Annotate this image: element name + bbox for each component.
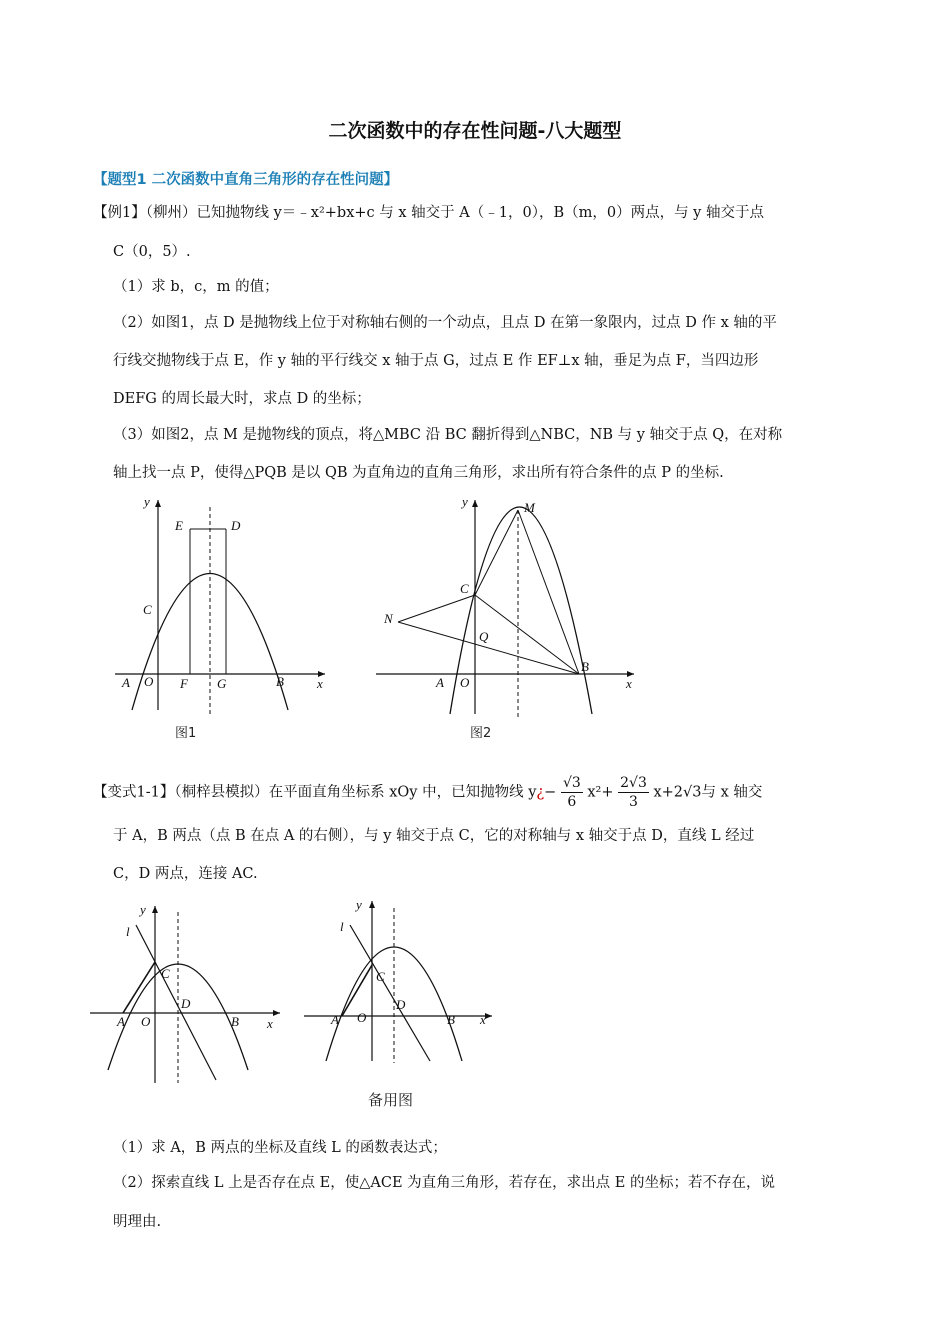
fig1-label-d: D [231,518,241,533]
example1-q2-line3: DEFG 的周长最大时，求点 D 的坐标； [113,391,371,407]
example1-q3-line2: 轴上找一点 P，使得△PQB 是以 QB 为直角边的直角三角形，求出所有符合条件的点 P 的坐标. [113,465,724,481]
variant1-text-pre: （桐梓县模拟）在平面直角坐标系 xOy 中，已知抛物线 y [174,784,537,801]
fig3-label-o: O [141,1014,151,1029]
fig4-label-c: C [376,969,385,984]
fig4-label-a: A [331,1012,339,1027]
fraction-1-num: √3 [562,775,581,791]
variant1-x2: x²+ [587,784,614,801]
figure-1 [110,492,340,722]
figure-1-caption: 图1 [175,726,197,741]
fig4-label-y: y [356,897,362,912]
fig3-label-d: D [181,996,191,1011]
fraction-1-den: 6 [567,794,577,810]
fig3-label-x: x [267,1016,273,1031]
fig2-label-m: M [524,500,535,515]
example1-q2-line2: 行线交抛物线于点 E，作 y 轴的平行线交 x 轴于点 G，过点 E 作 EF⊥x 轴，垂足为点 F，当四边形 [113,353,759,369]
variant1-text-post: x+2√3与 x 轴交 [653,784,763,801]
fig3-label-c: C [161,966,170,981]
figure-4 [302,893,502,1068]
variant1-q2-line1: （2）探索直线 L 上是否存在点 E，使△ACE 为直角三角形，若存在，求出点 E 的坐标；若不存在，说 [113,1175,775,1191]
fig1-label-c: C [143,602,152,617]
fraction-2 [618,774,649,811]
fig3-label-b: B [231,1014,239,1029]
variant1-glyph: ¿ [536,784,545,801]
example1-q1: （1）求 b，c，m 的值； [113,279,279,295]
fig1-label-y: y [144,494,150,509]
fig4-label-d: D [396,997,406,1012]
fig3-label-y: y [140,902,146,917]
variant1-line1 [93,774,762,811]
fig1-label-a: A [122,675,130,690]
variant1-minus: − [544,784,557,801]
example1-text: （柳州）已知抛物线 y＝﹣x²+bx+c 与 x 轴交于 A（﹣1，0），B（m，0）两点，与 y 轴交于点 [145,205,764,221]
fig4-label-o: O [357,1010,367,1025]
example1-q2-line1: （2）如图1，点 D 是抛物线上位于对称轴右侧的一个动点，且点 D 在第一象限内，过点 D 作 x 轴的平 [113,315,777,331]
figure-3 [88,900,288,1090]
example1-line1 [93,203,764,223]
fraction-2-den: 3 [629,794,638,810]
fraction-1 [561,774,583,811]
example1-head: 【例1】 [93,205,146,221]
example1-q3-line1: （3）如图2，点 M 是抛物线的顶点，将△MBC 沿 BC 翻折得到△NBC，NB 与 y 轴交于点 Q，在对称 [113,427,783,443]
fig2-label-c: C [460,581,469,596]
fig1-label-g: G [217,676,227,691]
fig2-label-x: x [626,676,632,691]
variant1-line2: 于 A，B 两点（点 B 在点 A 的右侧），与 y 轴交于点 C，它的对称轴与 x 轴交于点 D，直线 L 经过 [113,828,755,844]
fig1-label-e: E [175,518,183,533]
figure-2-caption: 图2 [470,726,492,741]
fig4-label-l: l [340,919,344,934]
fig1-label-x: x [317,676,323,691]
example1-line2: C（0，5）. [113,244,191,260]
fig3-label-a: A [117,1014,125,1029]
section-heading: 【题型1 二次函数中直角三角形的存在性问题】 [93,172,399,188]
fig3-label-l: l [126,924,130,939]
figure-2 [372,492,642,722]
fig2-label-o: O [460,675,470,690]
fig4-label-x: x [480,1012,486,1027]
page-title: 二次函数中的存在性问题-八大题型 [328,120,622,142]
fig1-label-b: B [276,674,284,689]
variant1-q1: （1）求 A，B 两点的坐标及直线 L 的函数表达式； [113,1140,447,1156]
fig1-label-o: O [144,674,154,689]
fig1-label-f: F [180,676,188,691]
fraction-2-num: 2√3 [620,775,647,791]
fig2-label-a: A [436,675,444,690]
fig2-label-q: Q [479,629,489,644]
variant1-q2-line2: 明理由. [113,1214,162,1230]
fig2-label-y: y [462,494,468,509]
fig4-label-b: B [447,1012,455,1027]
fig2-label-b: B [581,659,589,674]
figure-4-caption: 备用图 [368,1091,414,1109]
fig2-label-n: N [384,611,393,626]
variant1-line3: C，D 两点，连接 AC. [113,866,258,882]
variant1-head: 【变式1-1】 [93,784,175,801]
